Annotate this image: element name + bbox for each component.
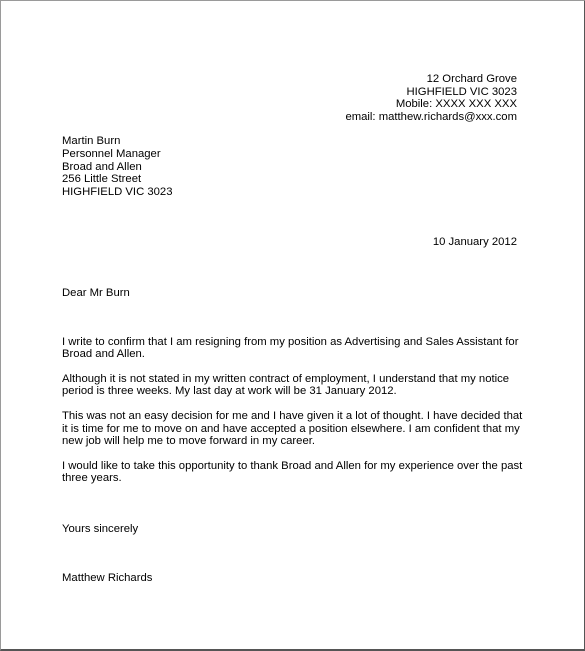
paragraph-line: Broad and Allen. [62,348,145,361]
paragraph-line: three years. [62,472,122,485]
paragraph-thanks [62,459,523,485]
sender-email: email: matthew.richards@xxx.com [345,110,517,123]
paragraph-notice-period [62,373,517,398]
recipient-name: Martin Burn [62,135,121,148]
paragraph-line: This was not an easy decision for me and I have given it a lot of thought. I have decided that [62,409,523,422]
letter-body [62,73,523,585]
closing: Yours sincerely [62,522,139,535]
paragraph-line: Although it is not stated in my written contract of employment, I understand that my notice [62,372,510,385]
sender-address [62,73,517,123]
salutation: Dear Mr Burn [62,286,130,299]
paragraph-line: I would like to take this opportunity to thank Broad and Allen for my experience over the past [62,459,523,472]
paragraph-line: it is time for me to move on and have accepted a position elsewhere. I am confident that my [62,422,520,435]
recipient-address [62,135,517,198]
recipient-street: 256 Little Street [62,173,142,186]
recipient-company: Broad and Allen [62,160,142,173]
paragraph-resignation [62,336,517,361]
paragraph-line: period is three weeks. My last day at work will be 31 January 2012. [62,385,397,398]
recipient-city: HIGHFIELD VIC 3023 [62,185,173,198]
paragraph-line: I write to confirm that I am resigning from my position as Advertising and Sales Assistant for [62,335,519,348]
sender-mobile: Mobile: XXXX XXX XXX [395,98,517,111]
sender-street: 12 Orchard Grove [426,73,517,85]
paragraph-decision [62,409,523,448]
paragraph-line: new job will help me to move forward in my career. [62,435,316,448]
letter-date: 10 January 2012 [432,236,517,249]
signature-name: Matthew Richards [62,572,153,585]
sender-city: HIGHFIELD VIC 3023 [406,85,517,98]
recipient-title: Personnel Manager [62,147,161,160]
